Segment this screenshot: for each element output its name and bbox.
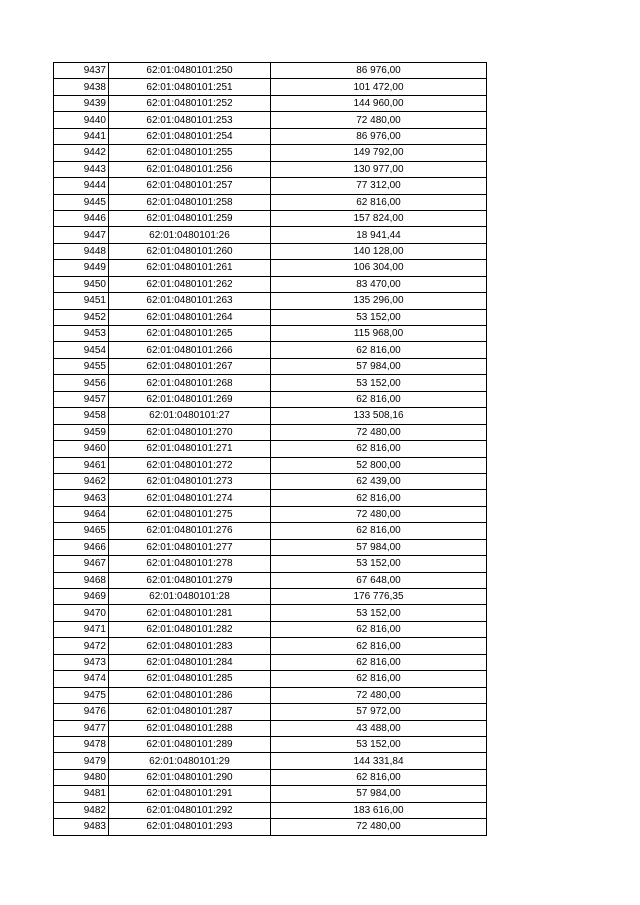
value-cell: 62 816,00 [271, 671, 487, 687]
value-cell: 135 296,00 [271, 293, 487, 309]
value-cell: 53 152,00 [271, 605, 487, 621]
value-cell: 62 439,00 [271, 473, 487, 489]
cadastral-number-cell: 62:01:0480101:268 [109, 375, 271, 391]
table-row [54, 457, 487, 473]
cadastral-number-cell: 62:01:0480101:253 [109, 112, 271, 128]
table-row [54, 112, 487, 128]
value-cell: 57 984,00 [271, 358, 487, 374]
value-cell: 62 816,00 [271, 638, 487, 654]
table-row [54, 819, 487, 835]
value-cell: 101 472,00 [271, 79, 487, 95]
cadastral-number-cell: 62:01:0480101:254 [109, 128, 271, 144]
row-number-cell: 9480 [54, 769, 109, 785]
table-row [54, 243, 487, 259]
table-row [54, 556, 487, 572]
value-cell: 176 776,35 [271, 589, 487, 605]
row-number-cell: 9452 [54, 309, 109, 325]
table-row [54, 589, 487, 605]
cadastral-number-cell: 62:01:0480101:270 [109, 424, 271, 440]
table-row [54, 424, 487, 440]
cadastral-number-cell: 62:01:0480101:291 [109, 786, 271, 802]
cadastral-number-cell: 62:01:0480101:267 [109, 358, 271, 374]
value-cell: 77 312,00 [271, 178, 487, 194]
row-number-cell: 9437 [54, 63, 109, 79]
value-cell: 53 152,00 [271, 736, 487, 752]
table-row [54, 572, 487, 588]
table-row [54, 161, 487, 177]
row-number-cell: 9472 [54, 638, 109, 654]
table-row [54, 408, 487, 424]
row-number-cell: 9474 [54, 671, 109, 687]
table-row [54, 687, 487, 703]
row-number-cell: 9444 [54, 178, 109, 194]
row-number-cell: 9464 [54, 506, 109, 522]
value-cell: 67 648,00 [271, 572, 487, 588]
cadastral-number-cell: 62:01:0480101:259 [109, 210, 271, 226]
row-number-cell: 9443 [54, 161, 109, 177]
table-row [54, 63, 487, 79]
value-cell: 52 800,00 [271, 457, 487, 473]
cadastral-number-cell: 62:01:0480101:275 [109, 506, 271, 522]
value-cell: 62 816,00 [271, 621, 487, 637]
cadastral-number-cell: 62:01:0480101:28 [109, 589, 271, 605]
row-number-cell: 9440 [54, 112, 109, 128]
table-row [54, 227, 487, 243]
cadastral-number-cell: 62:01:0480101:282 [109, 621, 271, 637]
cadastral-number-cell: 62:01:0480101:266 [109, 342, 271, 358]
value-cell: 72 480,00 [271, 506, 487, 522]
cadastral-number-cell: 62:01:0480101:288 [109, 720, 271, 736]
table-row [54, 342, 487, 358]
table-row [54, 293, 487, 309]
cadastral-number-cell: 62:01:0480101:252 [109, 95, 271, 111]
value-cell: 57 972,00 [271, 704, 487, 720]
table-row [54, 375, 487, 391]
value-cell: 86 976,00 [271, 128, 487, 144]
cadastral-value-table [53, 62, 487, 836]
table-row [54, 441, 487, 457]
table-row [54, 539, 487, 555]
cadastral-number-cell: 62:01:0480101:256 [109, 161, 271, 177]
row-number-cell: 9455 [54, 358, 109, 374]
value-cell: 62 816,00 [271, 441, 487, 457]
table-row [54, 671, 487, 687]
value-cell: 62 816,00 [271, 391, 487, 407]
value-cell: 130 977,00 [271, 161, 487, 177]
row-number-cell: 9477 [54, 720, 109, 736]
row-number-cell: 9457 [54, 391, 109, 407]
cadastral-number-cell: 62:01:0480101:261 [109, 260, 271, 276]
value-cell: 144 960,00 [271, 95, 487, 111]
table-row [54, 621, 487, 637]
table-row [54, 786, 487, 802]
table-row [54, 358, 487, 374]
cadastral-number-cell: 62:01:0480101:281 [109, 605, 271, 621]
cadastral-number-cell: 62:01:0480101:257 [109, 178, 271, 194]
value-cell: 140 128,00 [271, 243, 487, 259]
table-row [54, 79, 487, 95]
cadastral-number-cell: 62:01:0480101:263 [109, 293, 271, 309]
row-number-cell: 9469 [54, 589, 109, 605]
value-cell: 62 816,00 [271, 654, 487, 670]
value-cell: 72 480,00 [271, 424, 487, 440]
value-cell: 53 152,00 [271, 556, 487, 572]
table-row [54, 506, 487, 522]
table-row [54, 605, 487, 621]
row-number-cell: 9458 [54, 408, 109, 424]
value-cell: 183 616,00 [271, 802, 487, 818]
cadastral-number-cell: 62:01:0480101:26 [109, 227, 271, 243]
cadastral-number-cell: 62:01:0480101:279 [109, 572, 271, 588]
row-number-cell: 9445 [54, 194, 109, 210]
value-cell: 62 816,00 [271, 769, 487, 785]
value-cell: 57 984,00 [271, 786, 487, 802]
row-number-cell: 9468 [54, 572, 109, 588]
table-row [54, 128, 487, 144]
value-cell: 62 816,00 [271, 194, 487, 210]
table-row [54, 720, 487, 736]
row-number-cell: 9453 [54, 326, 109, 342]
table-row [54, 391, 487, 407]
row-number-cell: 9448 [54, 243, 109, 259]
value-cell: 106 304,00 [271, 260, 487, 276]
value-cell: 144 331,84 [271, 753, 487, 769]
row-number-cell: 9478 [54, 736, 109, 752]
row-number-cell: 9449 [54, 260, 109, 276]
value-cell: 62 816,00 [271, 523, 487, 539]
table-row [54, 210, 487, 226]
cadastral-number-cell: 62:01:0480101:262 [109, 276, 271, 292]
cadastral-number-cell: 62:01:0480101:293 [109, 819, 271, 835]
cadastral-number-cell: 62:01:0480101:277 [109, 539, 271, 555]
cadastral-number-cell: 62:01:0480101:265 [109, 326, 271, 342]
table-row [54, 704, 487, 720]
value-cell: 72 480,00 [271, 687, 487, 703]
value-cell: 86 976,00 [271, 63, 487, 79]
cadastral-number-cell: 62:01:0480101:269 [109, 391, 271, 407]
cadastral-number-cell: 62:01:0480101:274 [109, 490, 271, 506]
row-number-cell: 9475 [54, 687, 109, 703]
row-number-cell: 9466 [54, 539, 109, 555]
row-number-cell: 9438 [54, 79, 109, 95]
value-cell: 62 816,00 [271, 490, 487, 506]
table-row [54, 490, 487, 506]
cadastral-number-cell: 62:01:0480101:272 [109, 457, 271, 473]
table-row [54, 736, 487, 752]
cadastral-number-cell: 62:01:0480101:290 [109, 769, 271, 785]
value-cell: 133 508,16 [271, 408, 487, 424]
row-number-cell: 9450 [54, 276, 109, 292]
cadastral-number-cell: 62:01:0480101:260 [109, 243, 271, 259]
table-row [54, 654, 487, 670]
cadastral-number-cell: 62:01:0480101:283 [109, 638, 271, 654]
row-number-cell: 9447 [54, 227, 109, 243]
cadastral-number-cell: 62:01:0480101:271 [109, 441, 271, 457]
cadastral-number-cell: 62:01:0480101:250 [109, 63, 271, 79]
value-cell: 72 480,00 [271, 819, 487, 835]
cadastral-number-cell: 62:01:0480101:251 [109, 79, 271, 95]
row-number-cell: 9481 [54, 786, 109, 802]
row-number-cell: 9463 [54, 490, 109, 506]
value-cell: 53 152,00 [271, 309, 487, 325]
table-row [54, 473, 487, 489]
table-row [54, 802, 487, 818]
row-number-cell: 9442 [54, 145, 109, 161]
row-number-cell: 9470 [54, 605, 109, 621]
row-number-cell: 9446 [54, 210, 109, 226]
table-row [54, 769, 487, 785]
table-row [54, 260, 487, 276]
table-row [54, 638, 487, 654]
value-cell: 43 488,00 [271, 720, 487, 736]
table-row [54, 309, 487, 325]
value-cell: 18 941,44 [271, 227, 487, 243]
row-number-cell: 9451 [54, 293, 109, 309]
cadastral-number-cell: 62:01:0480101:289 [109, 736, 271, 752]
cadastral-number-cell: 62:01:0480101:292 [109, 802, 271, 818]
row-number-cell: 9479 [54, 753, 109, 769]
cadastral-number-cell: 62:01:0480101:286 [109, 687, 271, 703]
table-row [54, 326, 487, 342]
row-number-cell: 9473 [54, 654, 109, 670]
cadastral-number-cell: 62:01:0480101:273 [109, 473, 271, 489]
row-number-cell: 9462 [54, 473, 109, 489]
value-cell: 115 968,00 [271, 326, 487, 342]
row-number-cell: 9471 [54, 621, 109, 637]
row-number-cell: 9460 [54, 441, 109, 457]
cadastral-number-cell: 62:01:0480101:278 [109, 556, 271, 572]
cadastral-number-cell: 62:01:0480101:285 [109, 671, 271, 687]
value-cell: 72 480,00 [271, 112, 487, 128]
cadastral-number-cell: 62:01:0480101:258 [109, 194, 271, 210]
table-row [54, 145, 487, 161]
row-number-cell: 9439 [54, 95, 109, 111]
value-cell: 62 816,00 [271, 342, 487, 358]
table-row [54, 95, 487, 111]
cadastral-number-cell: 62:01:0480101:276 [109, 523, 271, 539]
value-cell: 53 152,00 [271, 375, 487, 391]
row-number-cell: 9482 [54, 802, 109, 818]
row-number-cell: 9465 [54, 523, 109, 539]
row-number-cell: 9476 [54, 704, 109, 720]
table-row [54, 523, 487, 539]
table-row [54, 276, 487, 292]
table-body [54, 63, 487, 836]
cadastral-number-cell: 62:01:0480101:284 [109, 654, 271, 670]
table-row [54, 753, 487, 769]
row-number-cell: 9483 [54, 819, 109, 835]
row-number-cell: 9441 [54, 128, 109, 144]
cadastral-number-cell: 62:01:0480101:29 [109, 753, 271, 769]
row-number-cell: 9454 [54, 342, 109, 358]
table-row [54, 194, 487, 210]
cadastral-number-cell: 62:01:0480101:264 [109, 309, 271, 325]
row-number-cell: 9467 [54, 556, 109, 572]
row-number-cell: 9459 [54, 424, 109, 440]
value-cell: 57 984,00 [271, 539, 487, 555]
value-cell: 83 470,00 [271, 276, 487, 292]
row-number-cell: 9456 [54, 375, 109, 391]
row-number-cell: 9461 [54, 457, 109, 473]
cadastral-number-cell: 62:01:0480101:287 [109, 704, 271, 720]
value-cell: 149 792,00 [271, 145, 487, 161]
value-cell: 157 824,00 [271, 210, 487, 226]
cadastral-number-cell: 62:01:0480101:27 [109, 408, 271, 424]
table-row [54, 178, 487, 194]
cadastral-number-cell: 62:01:0480101:255 [109, 145, 271, 161]
